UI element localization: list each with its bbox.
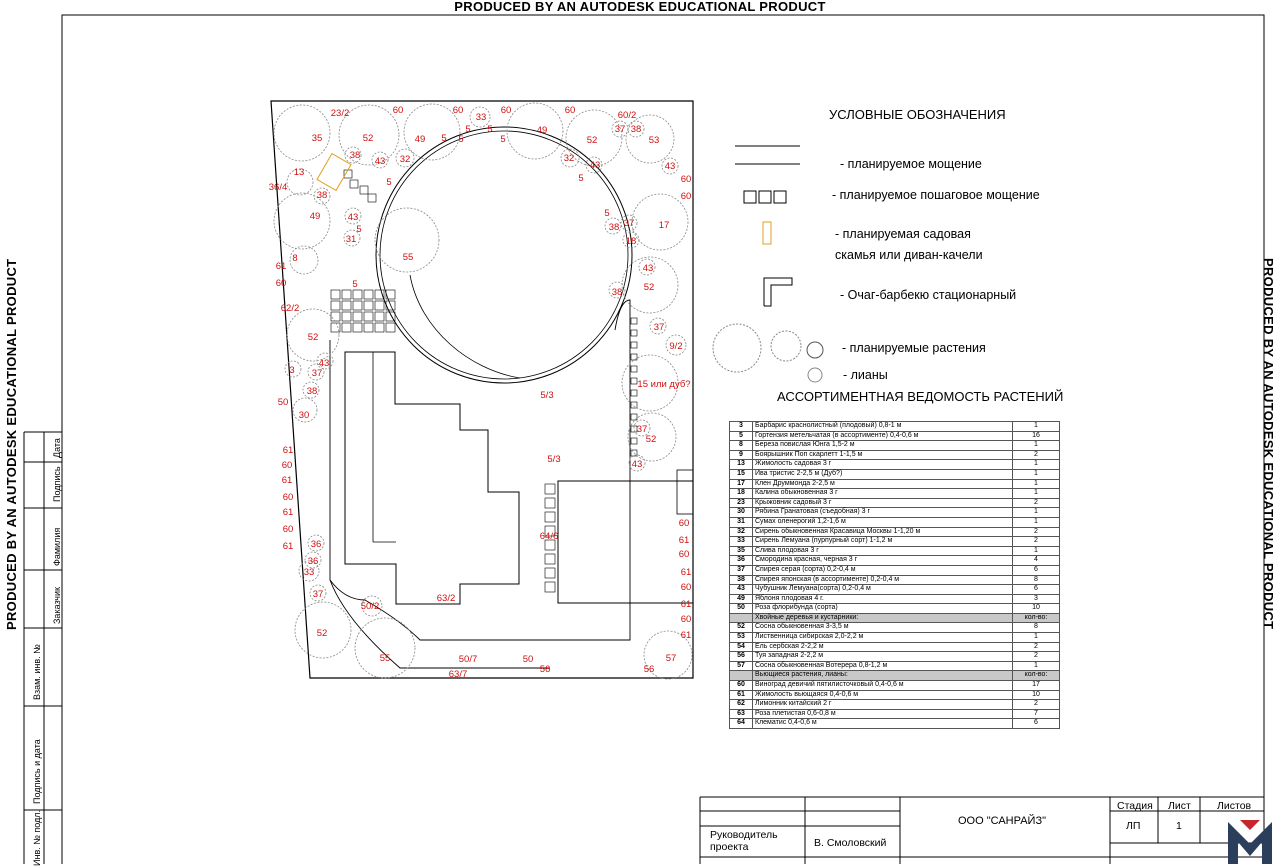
- plant-label: 38: [316, 190, 328, 201]
- table-cell-name: Хвойные деревья и кустарники:: [753, 613, 1013, 623]
- table-cell-name: Спирея серая (сорта) 0,2-0,4 м: [753, 565, 1013, 575]
- watermark-right: PRODUCED BY AN AUTODESK EDUCATIONAL PRODUCT: [1261, 258, 1276, 630]
- plant-label: 61: [282, 507, 294, 518]
- table-cell-n: 37: [730, 565, 753, 575]
- table-row: [730, 422, 1060, 432]
- plant-label: 60: [275, 278, 287, 289]
- table-row: [730, 431, 1060, 441]
- table-cell-n: 54: [730, 642, 753, 652]
- side-cell-date: Дата: [52, 438, 62, 458]
- table-cell-name: Туя западная 2-2,2 м: [753, 652, 1013, 662]
- plant-label: 37: [623, 218, 635, 229]
- table-row: [730, 661, 1060, 671]
- table-row: [730, 623, 1060, 633]
- table-cell-name: Слива плодовая 3 г: [753, 546, 1013, 556]
- plant-label: 37: [312, 589, 324, 600]
- legend-paving: - планируемое мощение: [840, 157, 982, 171]
- plant-label: 5: [441, 133, 447, 144]
- table-row: [730, 460, 1060, 470]
- table-row: [730, 585, 1060, 595]
- plant-label: 50: [522, 654, 534, 665]
- table-cell-q: 7: [1013, 709, 1060, 719]
- table-cell-name: Сумах оленерогий 1,2-1,6 м: [753, 517, 1013, 527]
- table-cell-q: 16: [1013, 431, 1060, 441]
- plant-label: 5: [352, 279, 358, 290]
- plant-label: 53: [648, 135, 660, 146]
- table-cell-name: Ель сербская 2-2,2 м: [753, 642, 1013, 652]
- table-cell-q: 1: [1013, 546, 1060, 556]
- table-cell-n: 60: [730, 681, 753, 691]
- table-row: [730, 489, 1060, 499]
- plant-label: 52: [316, 628, 328, 639]
- plant-label: 23/2: [330, 108, 350, 119]
- plant-label: 43: [374, 156, 386, 167]
- plant-label: 35: [311, 133, 323, 144]
- table-cell-q: 17: [1013, 681, 1060, 691]
- table-row: [730, 556, 1060, 566]
- table-cell-n: 33: [730, 537, 753, 547]
- plant-label: 5/3: [540, 390, 554, 401]
- legend-symbols: [713, 146, 823, 382]
- table-cell-q: 1: [1013, 661, 1060, 671]
- plant-label: 60: [281, 460, 293, 471]
- table-cell-n: 5: [730, 431, 753, 441]
- plant-label: 37: [311, 368, 323, 379]
- plant-label: 60: [452, 105, 464, 116]
- plant-label: 5/3: [547, 454, 561, 465]
- legend-step-paving: - планируемое пошаговое мощение: [832, 188, 1040, 202]
- plant-label: 60: [392, 105, 404, 116]
- stamp-person: В. Смоловский: [814, 837, 887, 849]
- plant-label: 56: [539, 664, 551, 675]
- table-cell-q: 6: [1013, 565, 1060, 575]
- plant-label: 32: [563, 153, 575, 164]
- plant-label: 60: [678, 549, 690, 560]
- plant-label: 49: [309, 211, 321, 222]
- table-cell-name: Сосна обыкновенная 3-3,5 м: [753, 623, 1013, 633]
- table-cell-n: 50: [730, 604, 753, 614]
- plant-label: 60: [680, 174, 692, 185]
- table-row: [730, 700, 1060, 710]
- legend-bbq: - Очаг-барбекю стационарный: [840, 288, 1017, 302]
- legend-bench-2: скамья или диван-качели: [835, 248, 983, 262]
- table-cell-n: 15: [730, 469, 753, 479]
- table-cell-n: 30: [730, 508, 753, 518]
- table-cell-n: 61: [730, 690, 753, 700]
- table-cell-name: Лиственница сибирская 2,0-2,2 м: [753, 633, 1013, 643]
- table-row: [730, 565, 1060, 575]
- table-cell-q: 10: [1013, 604, 1060, 614]
- table-cell-name: Клематис 0,4-0,6 м: [753, 719, 1013, 729]
- table-cell-n: 3: [730, 422, 753, 432]
- table-cell-n: 17: [730, 479, 753, 489]
- plant-labels: [269, 105, 692, 680]
- table-cell-name: Сосна обыкновенная Вотерера 0,8-1,2 м: [753, 661, 1013, 671]
- side-cell-surname: Фамилия: [52, 527, 62, 566]
- table-cell-n: 38: [730, 575, 753, 585]
- house-footprint: [345, 352, 519, 604]
- table-cell-name: Вьющиеся растения, лианы:: [753, 671, 1013, 681]
- table-row: [730, 450, 1060, 460]
- table-cell-n: 52: [730, 623, 753, 633]
- table-cell-q: 4: [1013, 556, 1060, 566]
- table-cell-q: 1: [1013, 508, 1060, 518]
- plant-label: 52: [645, 434, 657, 445]
- table-cell-n: 49: [730, 594, 753, 604]
- plant-label: 52: [362, 133, 374, 144]
- plant-assortment-table: [729, 421, 1060, 729]
- table-cell-name: Клен Друммонда 2-2,5 м: [753, 479, 1013, 489]
- legend-title: УСЛОВНЫЕ ОБОЗНАЧЕНИЯ: [829, 107, 1006, 122]
- plant-label: 5: [487, 124, 493, 135]
- plant-label: 30: [298, 410, 310, 421]
- plant-label: 17: [658, 220, 670, 231]
- table-cell-name: Яблоня плодовая 4 г.: [753, 594, 1013, 604]
- plant-label: 5: [465, 124, 471, 135]
- plant-label: 61: [678, 535, 690, 546]
- table-cell-n: 35: [730, 546, 753, 556]
- stamp-role: Руководитель проекта: [710, 829, 778, 853]
- plant-label: 60: [500, 105, 512, 116]
- plant-label: 36: [310, 539, 322, 550]
- plant-label: 36: [307, 556, 319, 567]
- watermark-left: PRODUCED BY AN AUTODESK EDUCATIONAL PRODUCT: [4, 258, 19, 630]
- plant-label: 49: [414, 134, 426, 145]
- table-cell-n: 31: [730, 517, 753, 527]
- table-cell-name: Смородина красная, черная 3 г: [753, 556, 1013, 566]
- table-cell-q: 2: [1013, 498, 1060, 508]
- stamp-sheet: 1: [1176, 820, 1182, 832]
- plant-label: 60: [282, 524, 294, 535]
- table-cell-n: 64: [730, 719, 753, 729]
- garden-bench: [317, 154, 351, 191]
- lawn-curve: [410, 275, 520, 378]
- plant-label: 32: [399, 154, 411, 165]
- legend-lianas: - лианы: [843, 368, 888, 382]
- plant-label: 56: [643, 664, 655, 675]
- plant-label: 49: [536, 125, 548, 136]
- table-row: [730, 633, 1060, 643]
- table-cell-name: Сирень Лемуана (пурпурный сорт) 1-1,2 м: [753, 537, 1013, 547]
- table-row: [730, 719, 1060, 729]
- table-cell-q: 2: [1013, 642, 1060, 652]
- plant-label: 60: [680, 582, 692, 593]
- plant-label: 61: [282, 541, 294, 552]
- plant-label: 55: [402, 252, 414, 263]
- table-cell-q: 2: [1013, 652, 1060, 662]
- plant-label: 43: [664, 161, 676, 172]
- table-cell-q: 2: [1013, 537, 1060, 547]
- paving-path: [330, 300, 630, 640]
- table-cell-name: Роза плетистая 0,6-0,8 м: [753, 709, 1013, 719]
- legend-bench-1: - планируемая садовая: [835, 227, 971, 241]
- table-cell-q: 6: [1013, 585, 1060, 595]
- table-cell-q: 3: [1013, 594, 1060, 604]
- table-cell-q: кол-во:: [1013, 613, 1060, 623]
- table-cell-name: Жимолость вьющаяся 0,4-0,6 м: [753, 690, 1013, 700]
- table-row: [730, 642, 1060, 652]
- table-cell-n: 43: [730, 585, 753, 595]
- table-cell-q: 1: [1013, 422, 1060, 432]
- table-cell-name: Крыжовник садовый 3 г: [753, 498, 1013, 508]
- table-cell-n: 63: [730, 709, 753, 719]
- table-cell-q: 10: [1013, 690, 1060, 700]
- table-cell-n: [730, 671, 753, 681]
- stamp-stage: ЛП: [1126, 820, 1141, 832]
- table-cell-name: Гортензия метельчатая (в ассортименте) 0,4-0,6 м: [753, 431, 1013, 441]
- table-cell-n: 53: [730, 633, 753, 643]
- table-cell-q: 2: [1013, 700, 1060, 710]
- plant-label: 60: [680, 614, 692, 625]
- plant-label: 64/6: [539, 531, 559, 542]
- table-cell-n: 13: [730, 460, 753, 470]
- plant-label: 31: [345, 234, 357, 245]
- plant-label: 60: [680, 191, 692, 202]
- plant-label: 5: [578, 173, 584, 184]
- plant-label: 61: [680, 599, 692, 610]
- table-title: АССОРТИМЕНТНАЯ ВЕДОМОСТЬ РАСТЕНИЙ: [777, 389, 1064, 404]
- plant-label: 55: [379, 653, 391, 664]
- table-cell-name: Калина обыкновенная 3 г: [753, 489, 1013, 499]
- table-cell-q: 1: [1013, 489, 1060, 499]
- side-cell-inv-repl: Взам. инв. №: [32, 644, 42, 700]
- table-cell-q: кол-во:: [1013, 671, 1060, 681]
- table-cell-q: 8: [1013, 623, 1060, 633]
- outbuilding: [558, 481, 693, 603]
- plant-label: 15 или дуб?: [637, 379, 691, 390]
- table-cell-name: Виноград девичий пятилисточковый 0,4-0,6 м: [753, 681, 1013, 691]
- stamp-sheets-header: Листов: [1217, 800, 1252, 812]
- table-row: [730, 469, 1060, 479]
- plant-label: 50: [277, 397, 289, 408]
- table-cell-name: Сирень обыкновенная Красавица Москвы 1-1,20 м: [753, 527, 1013, 537]
- table-cell-n: 8: [730, 441, 753, 451]
- table-cell-n: 62: [730, 700, 753, 710]
- plant-label: 43: [347, 212, 359, 223]
- table-cell-n: 23: [730, 498, 753, 508]
- plant-label: 33: [475, 112, 487, 123]
- plant-label: 43: [631, 459, 643, 470]
- plant-label: 60: [564, 105, 576, 116]
- table-row: [730, 508, 1060, 518]
- plant-label: 63/2: [436, 593, 456, 604]
- side-cell-inv-orig: Инв. № подл.: [32, 809, 42, 866]
- table-cell-name: Лимонник китайский 2 г: [753, 700, 1013, 710]
- plant-label: 61: [281, 475, 293, 486]
- table-cell-n: 32: [730, 527, 753, 537]
- table-row: [730, 594, 1060, 604]
- table-cell-name: Рябина Гранатовая (съедобная) 3 г: [753, 508, 1013, 518]
- table-cell-name: Береза повислая Юнга 1,5-2 м: [753, 441, 1013, 451]
- watermark-top: PRODUCED BY AN AUTODESK EDUCATIONAL PRODUCT: [454, 0, 826, 14]
- plant-label: 38: [630, 124, 642, 135]
- legend-plants: - планируемые растения: [842, 341, 986, 355]
- side-cell-customer: Заказчик: [52, 587, 62, 624]
- plant-label: 60: [282, 492, 294, 503]
- table-row: [730, 546, 1060, 556]
- plant-label: 43: [318, 358, 330, 369]
- plant-label: 43: [642, 263, 654, 274]
- plant-label: 37: [614, 124, 626, 135]
- plant-label: 36/4: [268, 182, 288, 193]
- plant-label: 61: [275, 261, 287, 272]
- plant-label: 5: [386, 177, 392, 188]
- table-cell-q: 1: [1013, 517, 1060, 527]
- table-row: [730, 479, 1060, 489]
- table-cell-q: 1: [1013, 479, 1060, 489]
- table-cell-q: 6: [1013, 719, 1060, 729]
- stamp-sheet-header: Лист: [1168, 800, 1191, 812]
- plant-label: 52: [586, 135, 598, 146]
- plant-label: 5: [604, 208, 610, 219]
- plant-label: 63/7: [448, 669, 468, 680]
- plant-label: 5: [458, 134, 464, 145]
- table-cell-n: 36: [730, 556, 753, 566]
- plant-label: 61: [680, 630, 692, 641]
- plant-label: 5: [356, 224, 362, 235]
- plant-label: 3: [289, 365, 295, 376]
- table-cell-n: 18: [730, 489, 753, 499]
- table-row: [730, 681, 1060, 691]
- table-cell-name: Ива тристис 2-2,5 м (Дуб?): [753, 469, 1013, 479]
- table-cell-name: Роза флорибунда (сорта): [753, 604, 1013, 614]
- table-cell-q: 2: [1013, 527, 1060, 537]
- plant-label: 37: [636, 424, 648, 435]
- table-cell-q: 1: [1013, 633, 1060, 643]
- table-row: [730, 652, 1060, 662]
- stamp-stage-header: Стадия: [1117, 800, 1153, 812]
- table-row: [730, 690, 1060, 700]
- stamp-company: ООО "САНРАЙЗ": [958, 815, 1047, 827]
- table-row: [730, 517, 1060, 527]
- plant-label: 60/2: [617, 110, 637, 121]
- table-cell-n: 56: [730, 652, 753, 662]
- table-row: [730, 537, 1060, 547]
- table-cell-name: Жимолость садовая 3 г: [753, 460, 1013, 470]
- table-row: [730, 527, 1060, 537]
- plant-label: 33: [303, 567, 315, 578]
- table-cell-q: 1: [1013, 441, 1060, 451]
- table-row: [730, 575, 1060, 585]
- table-row: [730, 613, 1060, 623]
- plant-label: 38: [349, 150, 361, 161]
- table-cell-q: 1: [1013, 469, 1060, 479]
- table-row: [730, 498, 1060, 508]
- plant-label: 50/7: [458, 654, 478, 665]
- table-cell-n: 9: [730, 450, 753, 460]
- table-cell-q: 1: [1013, 460, 1060, 470]
- plant-label: 38: [306, 386, 318, 397]
- plant-label: 8: [292, 253, 298, 264]
- plant-label: 9/2: [669, 341, 683, 352]
- table-cell-n: 57: [730, 661, 753, 671]
- table-cell-name: Боярышник Поп скарлетт 1-1,5 м: [753, 450, 1013, 460]
- plant-label: 50/2: [360, 601, 380, 612]
- table-row: [730, 709, 1060, 719]
- plant-label: 18: [625, 236, 637, 247]
- table-row: [730, 604, 1060, 614]
- plant-label: 57: [665, 653, 677, 664]
- plant-label: 5: [500, 134, 506, 145]
- plant-label: 61: [282, 445, 294, 456]
- table-cell-name: Барбарис краснолистный (плодовый) 0,8-1 м: [753, 422, 1013, 432]
- plant-label: 61: [680, 567, 692, 578]
- table-row: [730, 671, 1060, 681]
- side-cell-sign: Подпись: [52, 466, 62, 502]
- table-cell-name: Спирея японская (в ассортименте) 0,2-0,4 м: [753, 575, 1013, 585]
- side-cell-sign-date: Подпись и дата: [32, 739, 42, 804]
- plant-label: 37: [653, 322, 665, 333]
- sheet-frame: [62, 15, 1264, 864]
- plant-label: 60: [678, 518, 690, 529]
- table-cell-name: Чубушник Лемуана(сорта) 0,2-0,4 м: [753, 585, 1013, 595]
- plant-label: 43: [589, 160, 601, 171]
- table-cell-n: [730, 613, 753, 623]
- plant-label: 52: [307, 332, 319, 343]
- plant-label: 38: [608, 222, 620, 233]
- table-cell-q: 2: [1013, 450, 1060, 460]
- plant-label: 38: [611, 287, 623, 298]
- plant-label: 13: [293, 167, 305, 178]
- plant-label: 62/2: [280, 303, 300, 314]
- table-row: [730, 441, 1060, 451]
- plant-label: 52: [643, 282, 655, 293]
- table-cell-q: 8: [1013, 575, 1060, 585]
